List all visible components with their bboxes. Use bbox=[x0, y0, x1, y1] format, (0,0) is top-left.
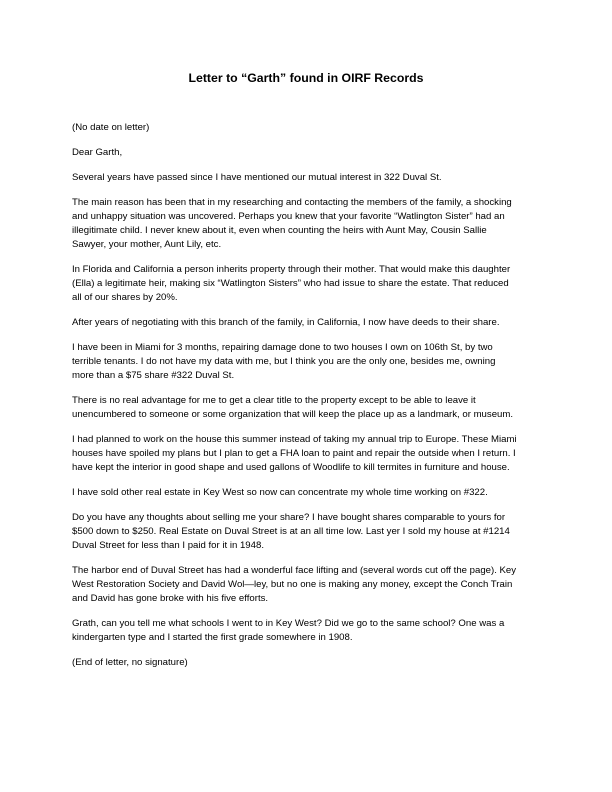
paragraph-line: illegitimate child. I never knew about it, even when counting the heirs with Aunt May, Cousin Sallie bbox=[72, 225, 487, 236]
paragraph-line: have kept the interior in good shape and used gallons of Woodlife to kill termites in furniture and house. bbox=[72, 462, 510, 473]
letter-paragraph bbox=[72, 656, 542, 670]
paragraph-line: (End of letter, no signature) bbox=[72, 657, 188, 668]
paragraph-line: terrible tenants. I do not have my data with me, but I think you are the only one, besides me, owning bbox=[72, 356, 496, 367]
paragraph-line: After years of negotiating with this branch of the family, in California, I now have deeds to their share. bbox=[72, 317, 500, 328]
paragraph-line: I have sold other real estate in Key West so now can concentrate my whole time working on #322. bbox=[72, 487, 488, 498]
letter-paragraph bbox=[72, 196, 542, 252]
paragraph-line: There is no real advantage for me to get a clear title to the property except to be able to leave it bbox=[72, 395, 476, 406]
letter-paragraph bbox=[72, 486, 542, 500]
paragraph-line: The harbor end of Duval Street has had a wonderful face lifting and (several words cut off the page). Key bbox=[72, 565, 517, 576]
document-title: Letter to “Garth” found in OIRF Records bbox=[188, 71, 424, 85]
letter-paragraph bbox=[72, 394, 542, 422]
paragraph-line: houses have spoiled my plans but I plan to get a FHA loan to paint and repair the outside when I return. I bbox=[72, 448, 516, 459]
paragraph-line: and David has gone broke with his five efforts. bbox=[72, 593, 269, 604]
paragraph-line: The main reason has been that in my researching and contacting the members of the family, a shocking bbox=[72, 197, 512, 208]
letter-body bbox=[72, 121, 542, 681]
paragraph-line: Sawyer, your mother, Aunt Lily, etc. bbox=[72, 239, 222, 250]
letter-paragraph bbox=[72, 433, 542, 475]
letter-paragraph bbox=[72, 146, 542, 160]
letter-paragraph bbox=[72, 263, 542, 305]
paragraph-line: all of our shares by 20%. bbox=[72, 292, 178, 303]
paragraph-line: (Ella) a legitimate heir, making six “Watlington Sisters” who had issue to share the estate. That reduced bbox=[72, 278, 509, 289]
letter-paragraph bbox=[72, 511, 542, 553]
letter-paragraph bbox=[72, 617, 542, 645]
letter-paragraph bbox=[72, 316, 542, 330]
paragraph-line: (No date on letter) bbox=[72, 122, 150, 133]
paragraph-line: Grath, can you tell me what schools I went to in Key West? Did we go to the same school? One was a bbox=[72, 618, 505, 629]
letter-paragraph bbox=[72, 564, 542, 606]
paragraph-line: I have been in Miami for 3 months, repairing damage done to two houses I own on 106th St, by two bbox=[72, 342, 493, 353]
letter-paragraph bbox=[72, 171, 542, 185]
letter-paragraph bbox=[72, 341, 542, 383]
paragraph-line: Do you have any thoughts about selling me your share? I have bought shares comparable to yours for bbox=[72, 512, 506, 523]
paragraph-line: In Florida and California a person inherits property through their mother. That would make this daughter bbox=[72, 264, 511, 275]
paragraph-line: kindergarten type and I started the first grade somewhere in 1908. bbox=[72, 632, 353, 643]
paragraph-line: more than a $75 share #322 Duval St. bbox=[72, 370, 235, 381]
paragraph-line: I had planned to work on the house this summer instead of taking my annual trip to Europe. These Miami bbox=[72, 434, 517, 445]
letter-paragraph bbox=[72, 121, 542, 135]
paragraph-line: West Restoration Society and David Wol—ley, but no one is making any money, except the Conch Train bbox=[72, 579, 513, 590]
paragraph-line: $500 down to $250. Real Estate on Duval Street is at an all time low. Last yer I sold my house at #1214 bbox=[72, 526, 510, 537]
paragraph-line: unencumbered to someone or some organization that will keep the place up as a landmark, or museum. bbox=[72, 409, 514, 420]
paragraph-line: Dear Garth, bbox=[72, 147, 123, 158]
paragraph-line: Several years have passed since I have mentioned our mutual interest in 322 Duval St. bbox=[72, 172, 442, 183]
paragraph-line: Duval Street for less than I paid for it in 1948. bbox=[72, 540, 264, 551]
paragraph-line: and unhappy situation was uncovered. Perhaps you knew that your favorite “Watlington Sister” had an bbox=[72, 211, 505, 222]
